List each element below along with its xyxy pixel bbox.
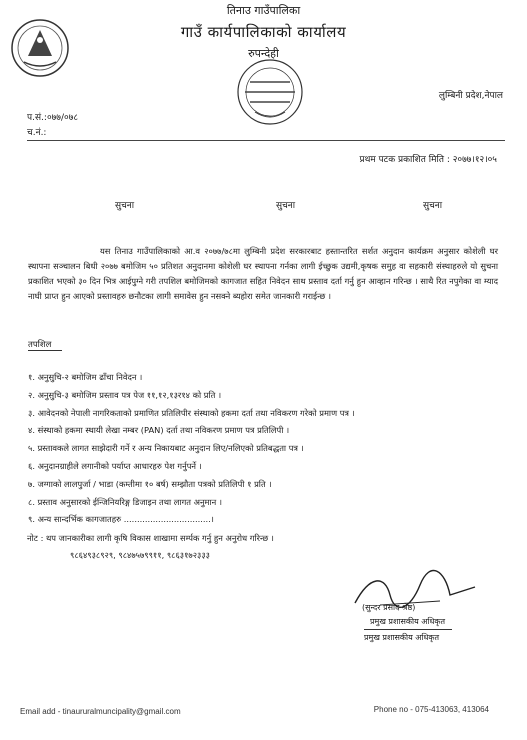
province-name: लुम्बिनी प्रदेश,नेपाल: [438, 91, 503, 101]
office-name: गाउँ कार्यपालिकाको कार्यालय: [180, 23, 347, 41]
contact-phones: ९८६४९३८९२९, ९८४७५७९९११, ९८६३१७२३३३: [70, 550, 210, 560]
reference-number: प.सं.:०७७/०७८: [27, 113, 79, 123]
notice-heading-1: सुचना: [115, 201, 135, 211]
signature-divider: [364, 629, 452, 630]
municipality-name: तिनाउ गाउँपालिका: [226, 4, 301, 17]
list-item: ६. अनुदानग्राहीले लगानीको पर्याप्त आधारहरु पेश गर्नुपर्ने ।: [28, 460, 202, 471]
footer-phone: Phone no - 075-413063, 413064: [373, 705, 489, 714]
list-item: २. अनुसुचि-३ बमोजिम प्रस्ताव पत्र पेज ११,१२,१३र१४ को प्रति ।: [28, 389, 222, 400]
office-stamp-icon: [215, 52, 325, 132]
list-item: ३. आवेदनको नेपाली नागरिकताको प्रमाणित प्रतिलिपीर संस्थाको हकमा दर्ता तथा नविकरण गरेको प्रमाण पत्र ।: [28, 407, 355, 418]
list-item: ७. जग्गाको लालपुर्जा / भाडा (कम्तीमा १० बर्ष) सम्झौता पत्रको प्रतिलिपी १ प्रति ।: [28, 478, 272, 489]
signatory-title: प्रमुख प्रशासकीय अधिकृत: [370, 617, 446, 626]
notice-heading-2: सुचना: [276, 201, 296, 211]
list-item: १. अनुसुचि-२ बमोजिम ढाँचा निवेदन ।: [28, 372, 143, 382]
list-item: ९. अन्य सान्दर्भिक कागजातहरु .................................।: [28, 514, 214, 525]
footer-email: Email add - tinaururalmuncipality@gmail.com: [20, 707, 181, 716]
header-divider: [27, 140, 505, 141]
list-item: ४. संस्थाको हकमा स्थायी लेखा नम्बर (PAN) दर्ता तथा नविकरण प्रमाण पत्र प्रतिलिपी ।: [28, 425, 290, 436]
office-location: रुपन्देही: [248, 47, 279, 60]
list-item: ५. प्रस्तावकले लागत साझेदारी गर्ने र अन्य निकायबाट अनुदान लिए/नलिएको प्रतिबद्धता पत्र ।: [28, 443, 304, 454]
notice-heading-3: सुचना: [423, 201, 443, 211]
details-list: [28, 369, 355, 529]
details-heading-underline: [28, 350, 62, 351]
signatory-office: प्रमुख प्रशासकीय अधिकृत: [364, 633, 440, 642]
dispatch-number: च.नं.:: [27, 128, 47, 138]
list-item: ८. प्रस्ताव अनुसारको ईन्जिनियरिङ्ग डिजाइन तथा लागत अनुमान ।: [28, 496, 223, 507]
notice-body: यस तिनाउ गाउँपालिकाको आ.व २०७७/७८मा लुम्बिनी प्रदेश सरकारबाट हस्तान्तरित सर्शत अनुदान कार्यक्रम अनुसार कोशेली घर स्थापना सञ्चालन बिधी २०७७ बमोजिम ५० प्रतिशत अनुदानमा कोशेली घर स्थापना गर्नका लागी ईच्छुक उद्यमी,कृषक समुह वा सहकारी संस्थाहरुले यो सुचना प्रकाशित भएको ३० दिन भित्र आईपुग्ने गरी तपशिल बमोजिमको कागजात सहित निवेदन साथ प्रस्ताव दर्ता गर्नु हुन आव्हान गरिन्छ । साथै रित नपुगेका वा म्याद नाघी प्राप्त हुन आएको प्रस्तावहरु छनौटका लागी समावेस हुन नसक्ने ब्यहोरा समेत जानकारी गराईन्छ ।: [28, 246, 498, 301]
details-heading: तपशिल: [28, 340, 52, 350]
signatory-name: (सुन्दर प्रसाद श्रेष्ठ): [362, 603, 416, 612]
published-date: प्रथम पटक प्रकाशित मिति : २०७७।१२।०५: [359, 155, 497, 165]
contact-note: नोट : थप जानकारीका लागी कृषि विकास शाखामा सर्म्पक गर्नु हुन अनुरोध गरिन्छ ।: [27, 533, 274, 543]
